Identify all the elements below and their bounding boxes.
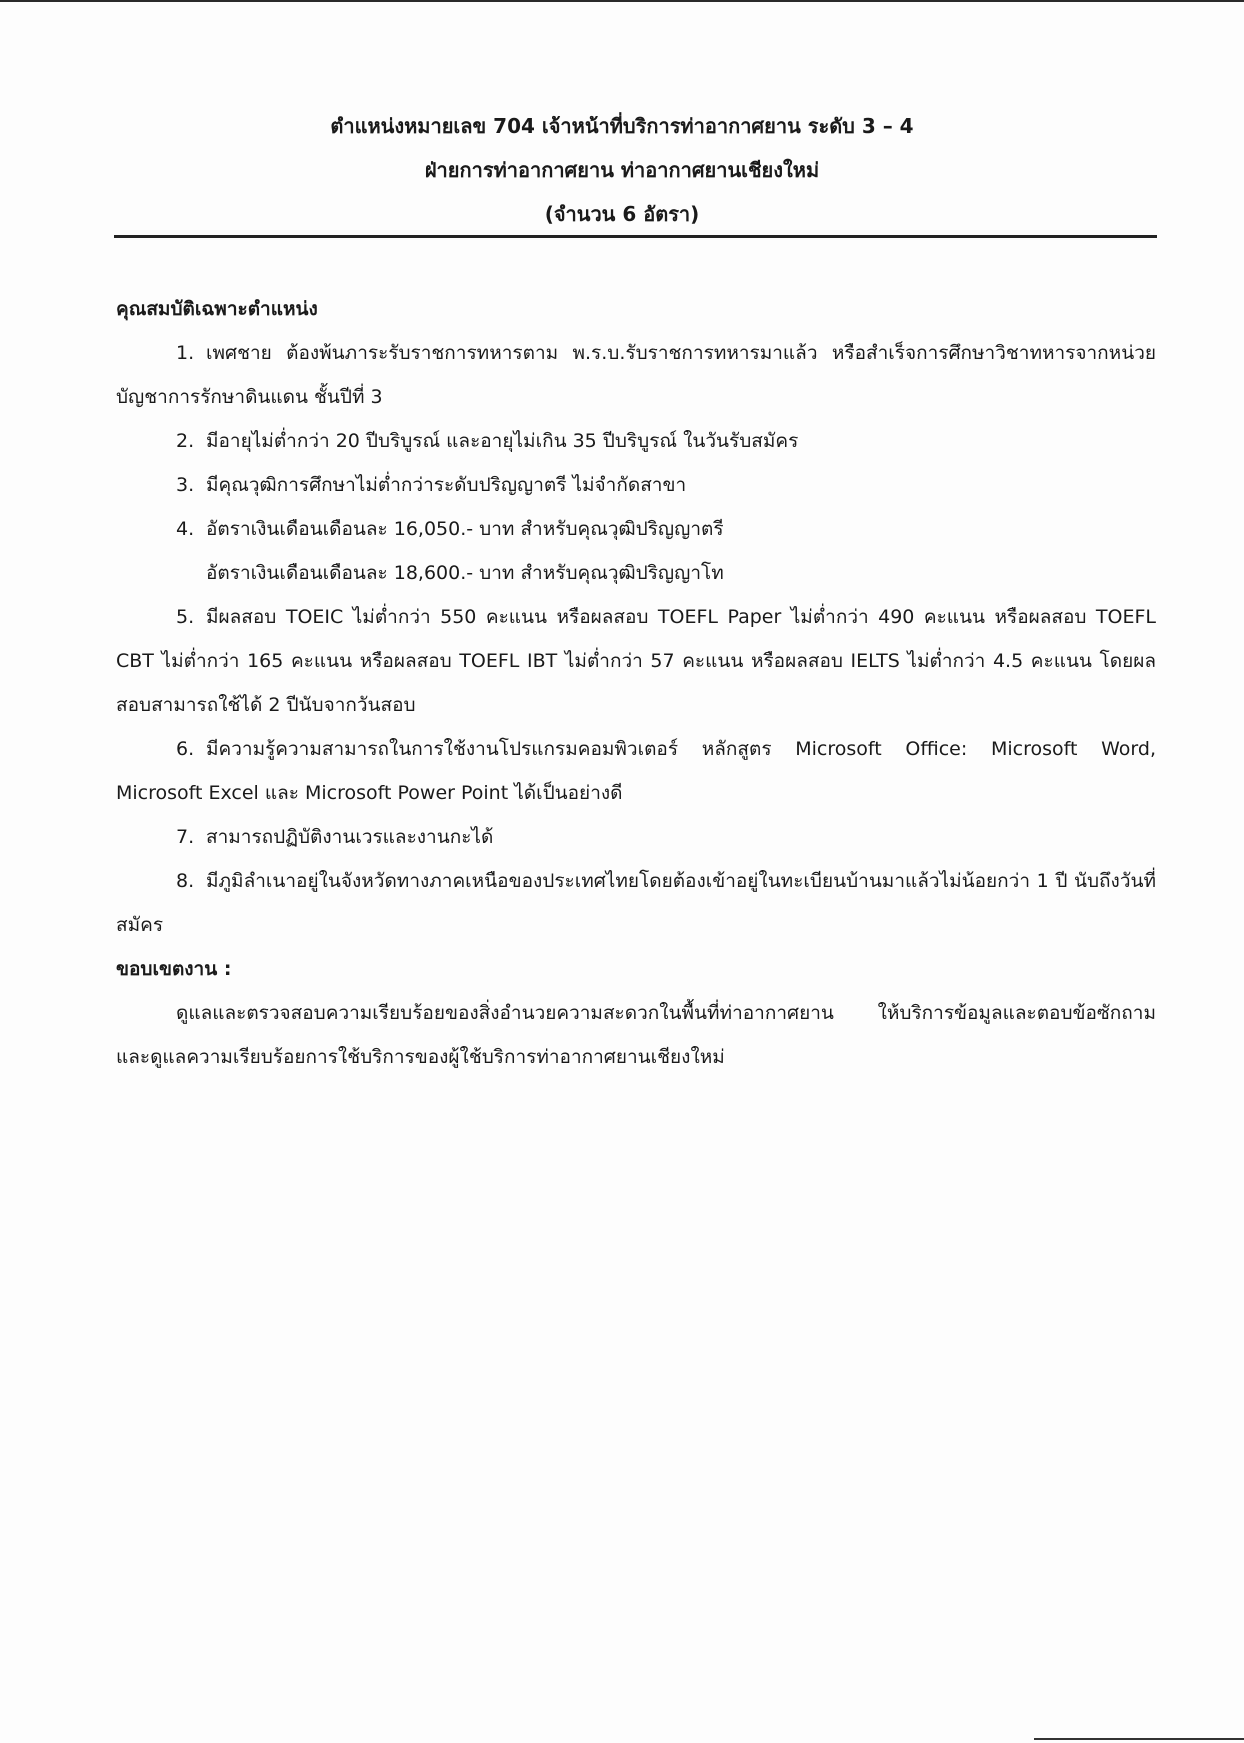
item-number: 1. <box>176 342 195 364</box>
item-text: มีภูมิลำเนาอยู่ในจังหวัดทางภาคเหนือของประเทศไทยโดยต้องเข้าอยู่ในทะเบียนบ้านมาแล้วไม่น้อยกว่า 1 ปี นับถึงวันที่สมัคร <box>116 870 1156 936</box>
item-number: 4. <box>176 518 195 540</box>
header-divider <box>114 235 1157 238</box>
qualification-item-8 <box>116 859 1156 947</box>
qualification-item-6 <box>116 727 1156 815</box>
item-text: มีผลสอบ TOEIC ไม่ต่ำกว่า 550 คะแนน หรือผลสอบ TOEFL Paper ไม่ต่ำกว่า 490 คะแนน หรือผลสอบ TOEFL CBT ไม่ต่ำกว่า 165 คะแนน หรือผลสอบ TOEFL IBT ไม่ต่ำกว่า 57 คะแนน หรือผลสอบ IELTS ไม่ต่ำกว่า 4.5 คะแนน โดยผลสอบสามารถใช้ได้ 2 ปีนับจากวันสอบ <box>116 606 1156 716</box>
position-title: ตำแหน่งหมายเลข 704 เจ้าหน้าที่บริการท่าอากาศยาน ระดับ 3 – 4 <box>330 114 914 138</box>
item-text: มีความรู้ความสามารถในการใช้งานโปรแกรมคอมพิวเตอร์ หลักสูตร Microsoft Office: Microsoft Word, Microsoft Excel และ Microsoft Power Point ได้เป็นอย่างดี <box>116 738 1156 804</box>
item-number: 2. <box>176 430 195 452</box>
qualification-item-4 <box>116 507 1156 551</box>
qualification-item-5 <box>116 595 1156 727</box>
item-number: 3. <box>176 474 195 496</box>
qualification-item-7 <box>116 815 1156 859</box>
department-title: ฝ่ายการท่าอากาศยาน ท่าอากาศยานเชียงใหม่ <box>424 158 820 182</box>
document-body <box>116 287 1156 1079</box>
qualification-item-4-sub: อัตราเงินเดือนเดือนละ 18,600.- บาท สำหรับคุณวุฒิปริญญาโท <box>206 562 724 584</box>
qualification-item-1 <box>116 331 1156 419</box>
item-text: อัตราเงินเดือนเดือนละ 16,050.- บาท สำหรับคุณวุฒิปริญญาตรี <box>206 518 724 540</box>
scan-edge-mark <box>1034 1738 1244 1743</box>
item-number: 6. <box>176 738 195 760</box>
qualification-item-3 <box>116 463 1156 507</box>
item-text: เพศชาย ต้องพ้นภาระรับราชการทหารตาม พ.ร.บ.รับราชการทหารมาแล้ว หรือสำเร็จการศึกษาวิชาทหารจากหน่วยบัญชาการรักษาดินแดน ชั้นปีที่ 3 <box>116 342 1156 408</box>
scope-heading: ขอบเขตงาน : <box>116 958 232 980</box>
qualifications-heading: คุณสมบัติเฉพาะตำแหน่ง <box>116 298 318 320</box>
vacancy-count: (จำนวน 6 อัตรา) <box>544 202 700 226</box>
scope-text: ดูแลและตรวจสอบความเรียบร้อยของสิ่งอำนวยความสะดวกในพื้นที่ท่าอากาศยาน ให้บริการข้อมูลและตอบข้อซักถาม และดูแลความเรียบร้อยการใช้บริการของผู้ใช้บริการท่าอากาศยานเชียงใหม่ <box>116 1002 1156 1068</box>
item-number: 8. <box>176 870 195 892</box>
qualification-item-2 <box>116 419 1156 463</box>
item-text: มีอายุไม่ต่ำกว่า 20 ปีบริบูรณ์ และอายุไม่เกิน 35 ปีบริบูรณ์ ในวันรับสมัคร <box>206 430 799 452</box>
item-text: สามารถปฏิบัติงานเวรและงานกะได้ <box>206 826 494 848</box>
item-text: มีคุณวุฒิการศึกษาไม่ต่ำกว่าระดับปริญญาตรี ไม่จำกัดสาขา <box>206 474 687 496</box>
document-header <box>0 104 1244 236</box>
item-number: 5. <box>176 606 195 628</box>
item-number: 7. <box>176 826 195 848</box>
